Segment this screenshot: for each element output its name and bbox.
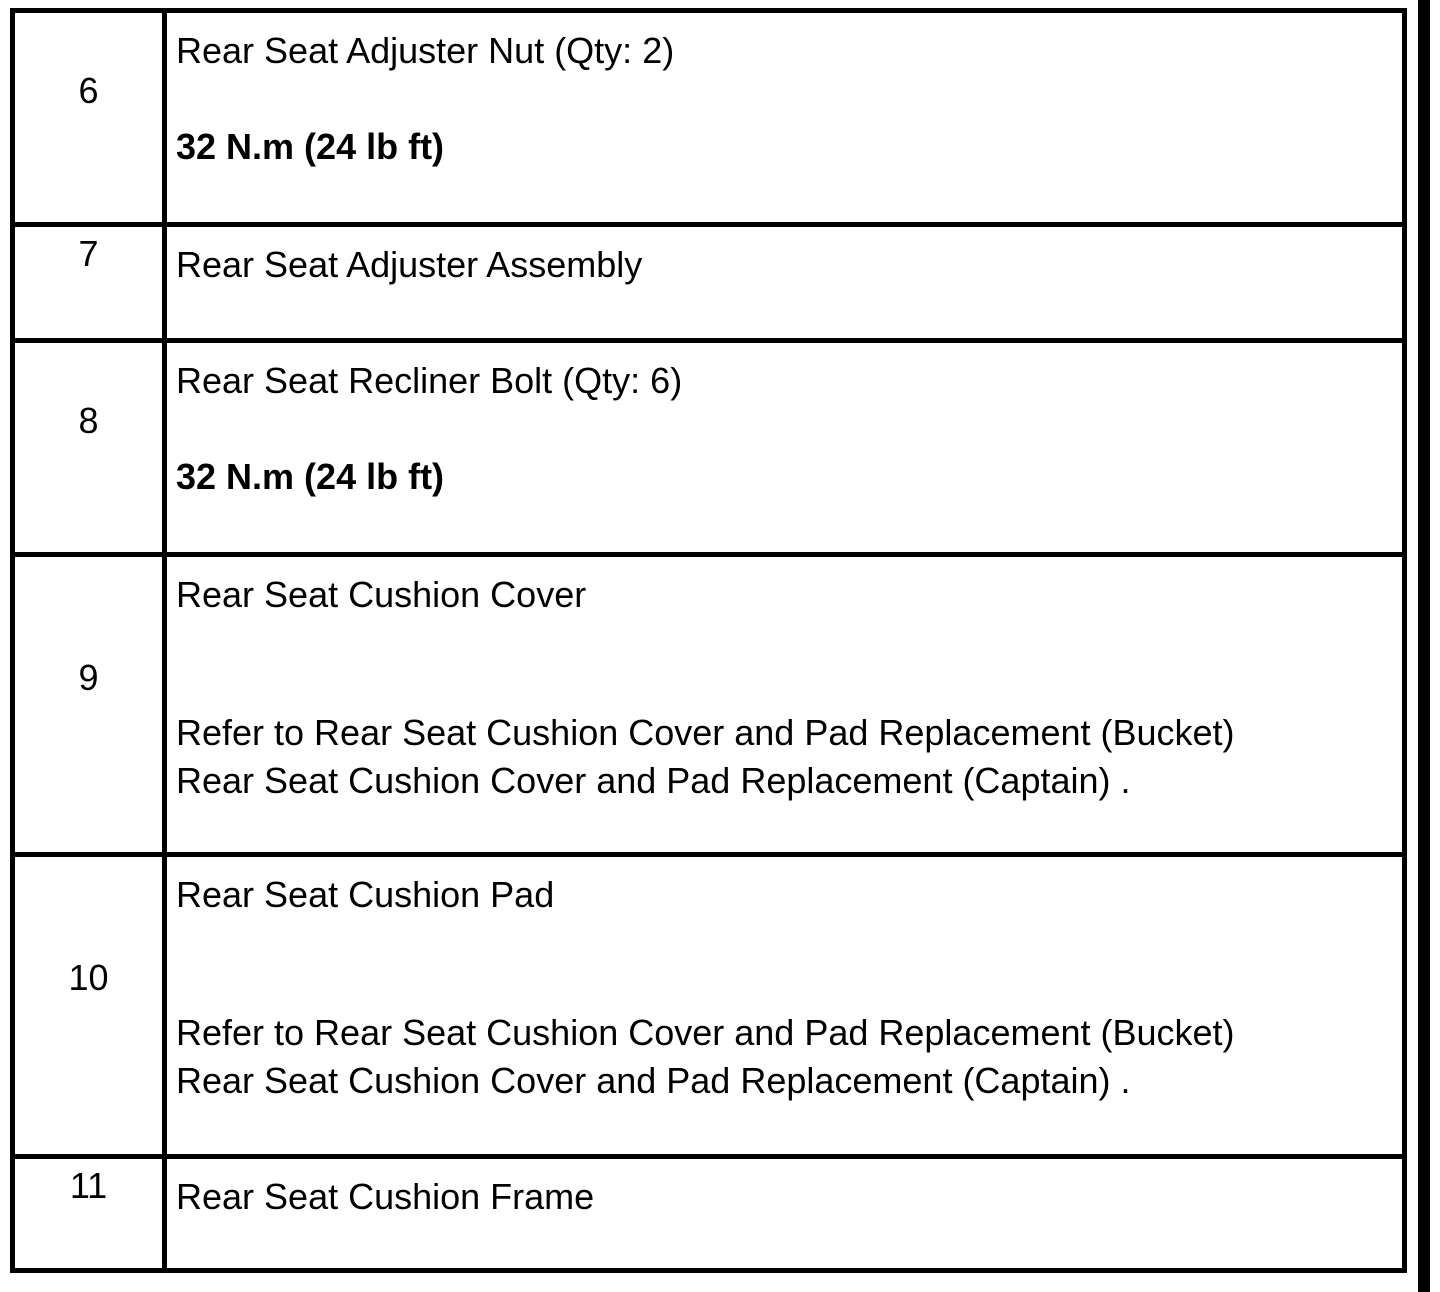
table-row [13, 11, 1405, 225]
parts-table [10, 8, 1407, 1273]
table-row [13, 555, 1405, 855]
callout-number: 8 [13, 341, 165, 555]
part-name: Rear Seat Cushion Pad [176, 874, 555, 915]
reference-link[interactable]: Rear Seat Cushion Cover and Pad Replacement (Captain) . [176, 1060, 1131, 1101]
torque-spec: 32 N.m (24 lb ft) [176, 456, 445, 497]
table-row [13, 855, 1405, 1157]
callout-number: 6 [13, 11, 165, 225]
part-name: Rear Seat Adjuster Nut (Qty: 2) [176, 30, 675, 71]
callout-number: 9 [13, 555, 165, 855]
part-name: Rear Seat Cushion Cover [176, 574, 587, 615]
part-description [165, 1157, 1405, 1271]
part-description [165, 11, 1405, 225]
part-name: Rear Seat Cushion Frame [176, 1176, 595, 1217]
part-name: Rear Seat Recliner Bolt (Qty: 6) [176, 360, 683, 401]
page-edge-bar [1418, 0, 1430, 1292]
callout-number: 10 [13, 855, 165, 1157]
part-description [165, 855, 1405, 1157]
reference-link[interactable]: Rear Seat Cushion Cover and Pad Replacement (Captain) . [176, 760, 1131, 801]
table-row [13, 225, 1405, 341]
part-description [165, 225, 1405, 341]
part-description [165, 555, 1405, 855]
torque-spec: 32 N.m (24 lb ft) [176, 126, 445, 167]
reference-link[interactable]: Refer to Rear Seat Cushion Cover and Pad Replacement (Bucket) [176, 712, 1235, 753]
table-row [13, 341, 1405, 555]
reference-link[interactable]: Refer to Rear Seat Cushion Cover and Pad Replacement (Bucket) [176, 1012, 1235, 1053]
table-row [13, 1157, 1405, 1271]
part-name: Rear Seat Adjuster Assembly [176, 244, 643, 285]
callout-number: 7 [13, 225, 165, 341]
part-description [165, 341, 1405, 555]
callout-number: 11 [13, 1157, 165, 1271]
